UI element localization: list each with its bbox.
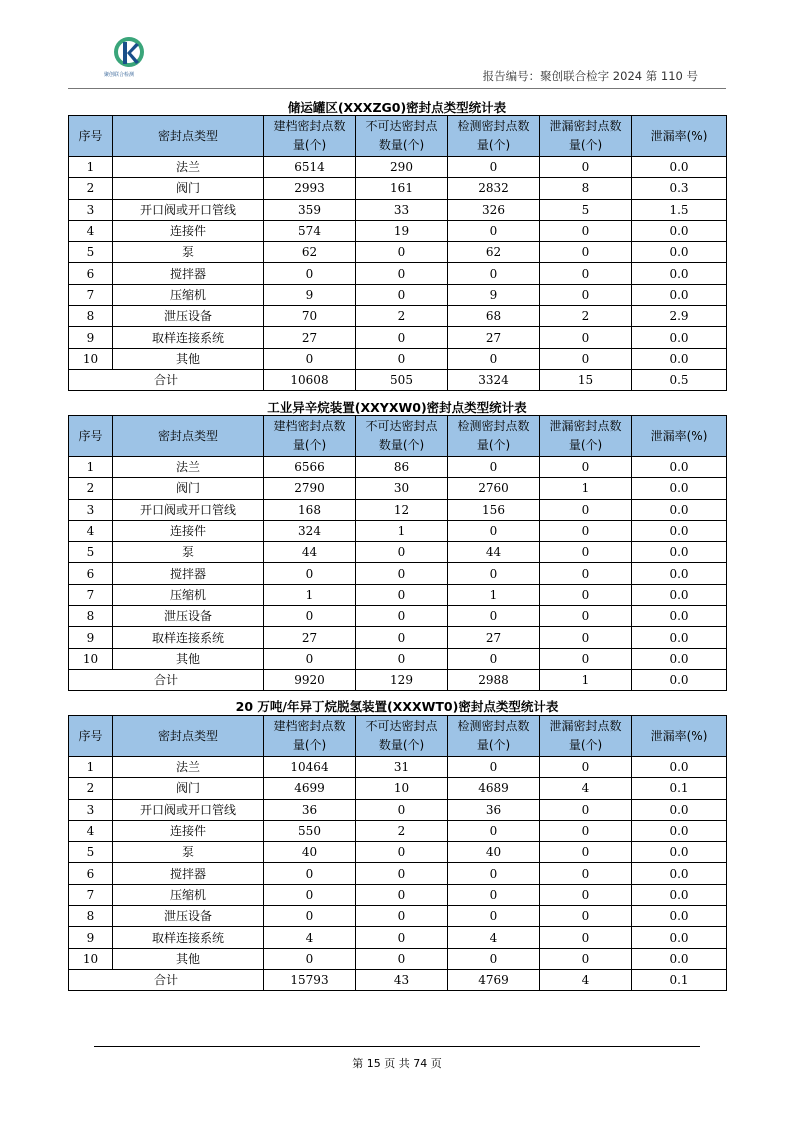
- column-header: 不可达密封点数量(个): [356, 116, 448, 157]
- table-cell: 1: [69, 157, 113, 178]
- table-cell: 连接件: [113, 220, 264, 241]
- table-cell: 取样连接系统: [113, 927, 264, 948]
- table-cell: 1: [264, 584, 356, 605]
- table-cell: 0.0: [632, 606, 727, 627]
- table-cell: 6: [69, 563, 113, 584]
- header-divider: [68, 88, 726, 89]
- table-cell: 6: [69, 263, 113, 284]
- table-cell: 9: [264, 284, 356, 305]
- table-row: [69, 563, 727, 584]
- table-cell: 搅拌器: [113, 263, 264, 284]
- table-cell: 0.0: [632, 799, 727, 820]
- table-cell: 0: [540, 799, 632, 820]
- table-cell: 法兰: [113, 757, 264, 778]
- table-cell: 359: [264, 199, 356, 220]
- table-cell: 36: [448, 799, 540, 820]
- total-cell: 0.5: [632, 369, 727, 390]
- table-cell: 326: [448, 199, 540, 220]
- table-cell: 4689: [448, 778, 540, 799]
- table-cell: 连接件: [113, 520, 264, 541]
- total-cell: 0.0: [632, 669, 727, 690]
- table-cell: 6514: [264, 157, 356, 178]
- total-cell: 0.1: [632, 969, 727, 990]
- table-header-row: [69, 716, 727, 757]
- table-cell: 取样连接系统: [113, 327, 264, 348]
- table-cell: 0.0: [632, 842, 727, 863]
- table-cell: 8: [69, 306, 113, 327]
- table-cell: 0: [540, 906, 632, 927]
- total-cell: 129: [356, 669, 448, 690]
- table-cell: 0: [356, 863, 448, 884]
- table-cell: 5: [69, 842, 113, 863]
- table-cell: 0: [540, 263, 632, 284]
- table-row: [69, 327, 727, 348]
- table-row: [69, 284, 727, 305]
- footer-divider: [94, 1046, 700, 1047]
- table-cell: 0: [356, 627, 448, 648]
- table-row: [69, 157, 727, 178]
- column-header: 密封点类型: [113, 416, 264, 457]
- table-cell: 0.0: [632, 927, 727, 948]
- logo-text: 聚创联合检测: [104, 72, 135, 78]
- table-row: [69, 606, 727, 627]
- total-row: [69, 669, 727, 690]
- table-cell: 其他: [113, 348, 264, 369]
- table-cell: 324: [264, 520, 356, 541]
- table-cell: 2: [69, 178, 113, 199]
- table-cell: 0: [448, 906, 540, 927]
- table-cell: 8: [69, 606, 113, 627]
- table-cell: 2: [356, 306, 448, 327]
- table-row: [69, 842, 727, 863]
- table-cell: 27: [264, 627, 356, 648]
- column-header: 检测密封点数量(个): [448, 416, 540, 457]
- table-cell: 161: [356, 178, 448, 199]
- table-cell: 取样连接系统: [113, 627, 264, 648]
- table-row: [69, 584, 727, 605]
- table-cell: 0: [356, 242, 448, 263]
- table-cell: 27: [264, 327, 356, 348]
- table-cell: 30: [356, 478, 448, 499]
- table-cell: 0.0: [632, 906, 727, 927]
- table-cell: 0.0: [632, 242, 727, 263]
- table-cell: 0: [540, 563, 632, 584]
- table-cell: 19: [356, 220, 448, 241]
- table-cell: 0: [448, 457, 540, 478]
- table-cell: 0: [356, 606, 448, 627]
- table-row: [69, 927, 727, 948]
- table-row: [69, 542, 727, 563]
- table-cell: 阀门: [113, 478, 264, 499]
- table-cell: 7: [69, 884, 113, 905]
- table-cell: 0: [540, 884, 632, 905]
- table-cell: 2: [69, 478, 113, 499]
- table-header-row: [69, 116, 727, 157]
- table-cell: 0: [264, 563, 356, 584]
- table-cell: 168: [264, 499, 356, 520]
- seal-point-stats-table: [68, 115, 727, 391]
- table-cell: 1: [69, 757, 113, 778]
- table-cell: 5: [540, 199, 632, 220]
- column-header: 泄漏密封点数量(个): [540, 416, 632, 457]
- table-cell: 泄压设备: [113, 606, 264, 627]
- table-cell: 10: [356, 778, 448, 799]
- table-cell: 0.3: [632, 178, 727, 199]
- table-cell: 0: [540, 499, 632, 520]
- column-header: 泄漏率(%): [632, 116, 727, 157]
- table-row: [69, 884, 727, 905]
- table-cell: 0: [264, 348, 356, 369]
- table-cell: 9: [69, 327, 113, 348]
- table-cell: 0: [540, 520, 632, 541]
- table-cell: 0: [540, 157, 632, 178]
- table-cell: 0: [356, 348, 448, 369]
- table-row: [69, 220, 727, 241]
- table-cell: 1: [448, 584, 540, 605]
- table-cell: 7: [69, 584, 113, 605]
- total-row: [69, 969, 727, 990]
- table-cell: 550: [264, 820, 356, 841]
- column-header: 密封点类型: [113, 116, 264, 157]
- table-cell: 0: [448, 157, 540, 178]
- table-cell: 0: [264, 263, 356, 284]
- table-cell: 泵: [113, 842, 264, 863]
- table-row: [69, 242, 727, 263]
- table-cell: 574: [264, 220, 356, 241]
- table-cell: 44: [448, 542, 540, 563]
- column-header: 不可达密封点数量(个): [356, 416, 448, 457]
- table-row: [69, 648, 727, 669]
- table-cell: 0.0: [632, 263, 727, 284]
- table-cell: 0.0: [632, 520, 727, 541]
- table-cell: 开口阀或开口管线: [113, 799, 264, 820]
- total-cell: 4769: [448, 969, 540, 990]
- table-cell: 0: [356, 884, 448, 905]
- table-cell: 0: [448, 263, 540, 284]
- report-number: 报告编号：聚创联合检字 2024 第 110 号: [482, 69, 698, 83]
- table-cell: 2832: [448, 178, 540, 199]
- table-cell: 0: [356, 542, 448, 563]
- table-cell: 0: [540, 757, 632, 778]
- table-cell: 阀门: [113, 178, 264, 199]
- table-cell: 搅拌器: [113, 563, 264, 584]
- total-label: 合计: [69, 369, 264, 390]
- table-cell: 0: [264, 884, 356, 905]
- table-cell: 0: [540, 242, 632, 263]
- column-header: 密封点类型: [113, 716, 264, 757]
- table-cell: 40: [448, 842, 540, 863]
- table-cell: 4699: [264, 778, 356, 799]
- seal-point-stats-table: [68, 715, 727, 991]
- table-row: [69, 478, 727, 499]
- table-cell: 0: [540, 842, 632, 863]
- table-cell: 0.0: [632, 627, 727, 648]
- table-cell: 4: [69, 520, 113, 541]
- total-cell: 4: [540, 969, 632, 990]
- table-cell: 4: [69, 820, 113, 841]
- table-cell: 0.0: [632, 863, 727, 884]
- table-cell: 0: [540, 220, 632, 241]
- table-cell: 70: [264, 306, 356, 327]
- total-label: 合计: [69, 969, 264, 990]
- table-row: [69, 820, 727, 841]
- column-header: 检测密封点数量(个): [448, 116, 540, 157]
- table-cell: 0: [264, 906, 356, 927]
- table-cell: 0: [448, 648, 540, 669]
- table-row: [69, 778, 727, 799]
- table-cell: 0: [540, 606, 632, 627]
- table-cell: 0: [264, 863, 356, 884]
- table-cell: 86: [356, 457, 448, 478]
- table-cell: 0: [448, 606, 540, 627]
- table-cell: 0.0: [632, 457, 727, 478]
- table-cell: 2: [540, 306, 632, 327]
- table-cell: 4: [264, 927, 356, 948]
- table-cell: 0: [356, 799, 448, 820]
- table-cell: 0: [448, 520, 540, 541]
- table-cell: 156: [448, 499, 540, 520]
- seal-point-stats-table: [68, 415, 727, 691]
- table-cell: 2: [69, 778, 113, 799]
- column-header: 建档密封点数量(个): [264, 116, 356, 157]
- table-cell: 0: [356, 948, 448, 969]
- table-cell: 0.0: [632, 348, 727, 369]
- table-row: [69, 906, 727, 927]
- table-cell: 0.0: [632, 757, 727, 778]
- table-cell: 0: [356, 284, 448, 305]
- table-cell: 62: [448, 242, 540, 263]
- column-header: 序号: [69, 116, 113, 157]
- table-cell: 0: [356, 327, 448, 348]
- table-row: [69, 499, 727, 520]
- table-cell: 0.0: [632, 478, 727, 499]
- column-header: 序号: [69, 716, 113, 757]
- total-label: 合计: [69, 669, 264, 690]
- total-cell: 10608: [264, 369, 356, 390]
- table-cell: 泄压设备: [113, 306, 264, 327]
- total-cell: 9920: [264, 669, 356, 690]
- total-cell: 3324: [448, 369, 540, 390]
- table-cell: 10: [69, 948, 113, 969]
- table-cell: 开口阀或开口管线: [113, 499, 264, 520]
- table-cell: 0: [448, 348, 540, 369]
- table-cell: 0: [540, 584, 632, 605]
- table-cell: 0: [448, 563, 540, 584]
- table-cell: 6: [69, 863, 113, 884]
- table-cell: 0: [356, 927, 448, 948]
- table-row: [69, 948, 727, 969]
- table-title: 工业异辛烷装置(XXYXW0)密封点类型统计表: [267, 400, 527, 415]
- total-cell: 15793: [264, 969, 356, 990]
- table-cell: 0: [448, 948, 540, 969]
- table-cell: 3: [69, 499, 113, 520]
- table-cell: 0: [540, 284, 632, 305]
- table-cell: 40: [264, 842, 356, 863]
- column-header: 泄漏率(%): [632, 416, 727, 457]
- column-header: 检测密封点数量(个): [448, 716, 540, 757]
- table-cell: 3: [69, 199, 113, 220]
- table-cell: 0: [264, 648, 356, 669]
- table-cell: 8: [69, 906, 113, 927]
- table-cell: 0: [540, 327, 632, 348]
- table-row: [69, 348, 727, 369]
- table-cell: 其他: [113, 648, 264, 669]
- table-cell: 3: [69, 799, 113, 820]
- table-cell: 0.0: [632, 948, 727, 969]
- table-cell: 2993: [264, 178, 356, 199]
- table-cell: 0: [540, 348, 632, 369]
- total-cell: 15: [540, 369, 632, 390]
- table-row: [69, 627, 727, 648]
- column-header: 泄漏率(%): [632, 716, 727, 757]
- table-cell: 0.0: [632, 563, 727, 584]
- table-cell: 0: [356, 584, 448, 605]
- table-cell: 9: [69, 627, 113, 648]
- table-cell: 1: [540, 478, 632, 499]
- table-cell: 0.0: [632, 220, 727, 241]
- table-cell: 33: [356, 199, 448, 220]
- table-cell: 0: [356, 648, 448, 669]
- table-row: [69, 306, 727, 327]
- table-cell: 10: [69, 648, 113, 669]
- table-cell: 开口阀或开口管线: [113, 199, 264, 220]
- table-cell: 0.0: [632, 499, 727, 520]
- table-row: [69, 263, 727, 284]
- table-cell: 0: [448, 884, 540, 905]
- table-cell: 0: [448, 863, 540, 884]
- table-cell: 泵: [113, 542, 264, 563]
- table-cell: 4: [448, 927, 540, 948]
- table-cell: 12: [356, 499, 448, 520]
- table-cell: 68: [448, 306, 540, 327]
- table-cell: 阀门: [113, 778, 264, 799]
- table-cell: 290: [356, 157, 448, 178]
- table-cell: 0: [540, 648, 632, 669]
- table-cell: 0: [540, 627, 632, 648]
- table-row: [69, 457, 727, 478]
- total-row: [69, 369, 727, 390]
- table-cell: 泄压设备: [113, 906, 264, 927]
- table-cell: 0.0: [632, 327, 727, 348]
- column-header: 泄漏密封点数量(个): [540, 716, 632, 757]
- table-cell: 1: [356, 520, 448, 541]
- table-cell: 0: [448, 757, 540, 778]
- table-cell: 0.0: [632, 820, 727, 841]
- table-cell: 2790: [264, 478, 356, 499]
- table-title: 20 万吨/年异丁烷脱氢装置(XXXWT0)密封点类型统计表: [235, 699, 559, 714]
- total-cell: 1: [540, 669, 632, 690]
- table-cell: 4: [69, 220, 113, 241]
- table-header-row: [69, 416, 727, 457]
- table-cell: 6566: [264, 457, 356, 478]
- table-cell: 0: [356, 263, 448, 284]
- table-cell: 10464: [264, 757, 356, 778]
- column-header: 泄漏密封点数量(个): [540, 116, 632, 157]
- table-cell: 36: [264, 799, 356, 820]
- table-cell: 5: [69, 242, 113, 263]
- table-cell: 10: [69, 348, 113, 369]
- table-row: [69, 757, 727, 778]
- table-cell: 压缩机: [113, 584, 264, 605]
- table-row: [69, 178, 727, 199]
- total-cell: 505: [356, 369, 448, 390]
- page-number: 第 15 页 共 74 页: [352, 1057, 442, 1070]
- table-cell: 连接件: [113, 820, 264, 841]
- table-cell: 0: [356, 842, 448, 863]
- table-cell: 0: [540, 457, 632, 478]
- table-cell: 0: [540, 927, 632, 948]
- table-cell: 压缩机: [113, 884, 264, 905]
- table-cell: 法兰: [113, 157, 264, 178]
- table-cell: 2: [356, 820, 448, 841]
- table-cell: 4: [540, 778, 632, 799]
- table-cell: 0.0: [632, 884, 727, 905]
- table-cell: 5: [69, 542, 113, 563]
- table-cell: 8: [540, 178, 632, 199]
- table-cell: 0: [540, 948, 632, 969]
- table-cell: 9: [69, 927, 113, 948]
- table-cell: 其他: [113, 948, 264, 969]
- table-row: [69, 520, 727, 541]
- table-cell: 0.1: [632, 778, 727, 799]
- table-cell: 0: [448, 220, 540, 241]
- total-cell: 2988: [448, 669, 540, 690]
- table-row: [69, 799, 727, 820]
- table-cell: 62: [264, 242, 356, 263]
- table-cell: 0.0: [632, 584, 727, 605]
- table-cell: 0.0: [632, 284, 727, 305]
- table-cell: 0.0: [632, 542, 727, 563]
- column-header: 序号: [69, 416, 113, 457]
- table-title: 储运罐区(XXXZG0)密封点类型统计表: [287, 100, 507, 115]
- table-row: [69, 863, 727, 884]
- column-header: 建档密封点数量(个): [264, 416, 356, 457]
- column-header: 建档密封点数量(个): [264, 716, 356, 757]
- table-cell: 0: [264, 948, 356, 969]
- table-cell: 0: [540, 863, 632, 884]
- table-cell: 27: [448, 627, 540, 648]
- table-cell: 压缩机: [113, 284, 264, 305]
- table-cell: 2760: [448, 478, 540, 499]
- table-cell: 0.0: [632, 648, 727, 669]
- table-cell: 0: [264, 606, 356, 627]
- column-header: 不可达密封点数量(个): [356, 716, 448, 757]
- table-cell: 44: [264, 542, 356, 563]
- table-cell: 7: [69, 284, 113, 305]
- table-cell: 0: [540, 820, 632, 841]
- table-cell: 31: [356, 757, 448, 778]
- table-cell: 1: [69, 457, 113, 478]
- table-cell: 2.9: [632, 306, 727, 327]
- table-cell: 0: [356, 563, 448, 584]
- table-cell: 0: [356, 906, 448, 927]
- table-cell: 搅拌器: [113, 863, 264, 884]
- table-cell: 1.5: [632, 199, 727, 220]
- table-cell: 法兰: [113, 457, 264, 478]
- table-cell: 27: [448, 327, 540, 348]
- table-cell: 0: [540, 542, 632, 563]
- table-cell: 9: [448, 284, 540, 305]
- table-cell: 0.0: [632, 157, 727, 178]
- table-cell: 0: [448, 820, 540, 841]
- table-row: [69, 199, 727, 220]
- total-cell: 43: [356, 969, 448, 990]
- table-cell: 泵: [113, 242, 264, 263]
